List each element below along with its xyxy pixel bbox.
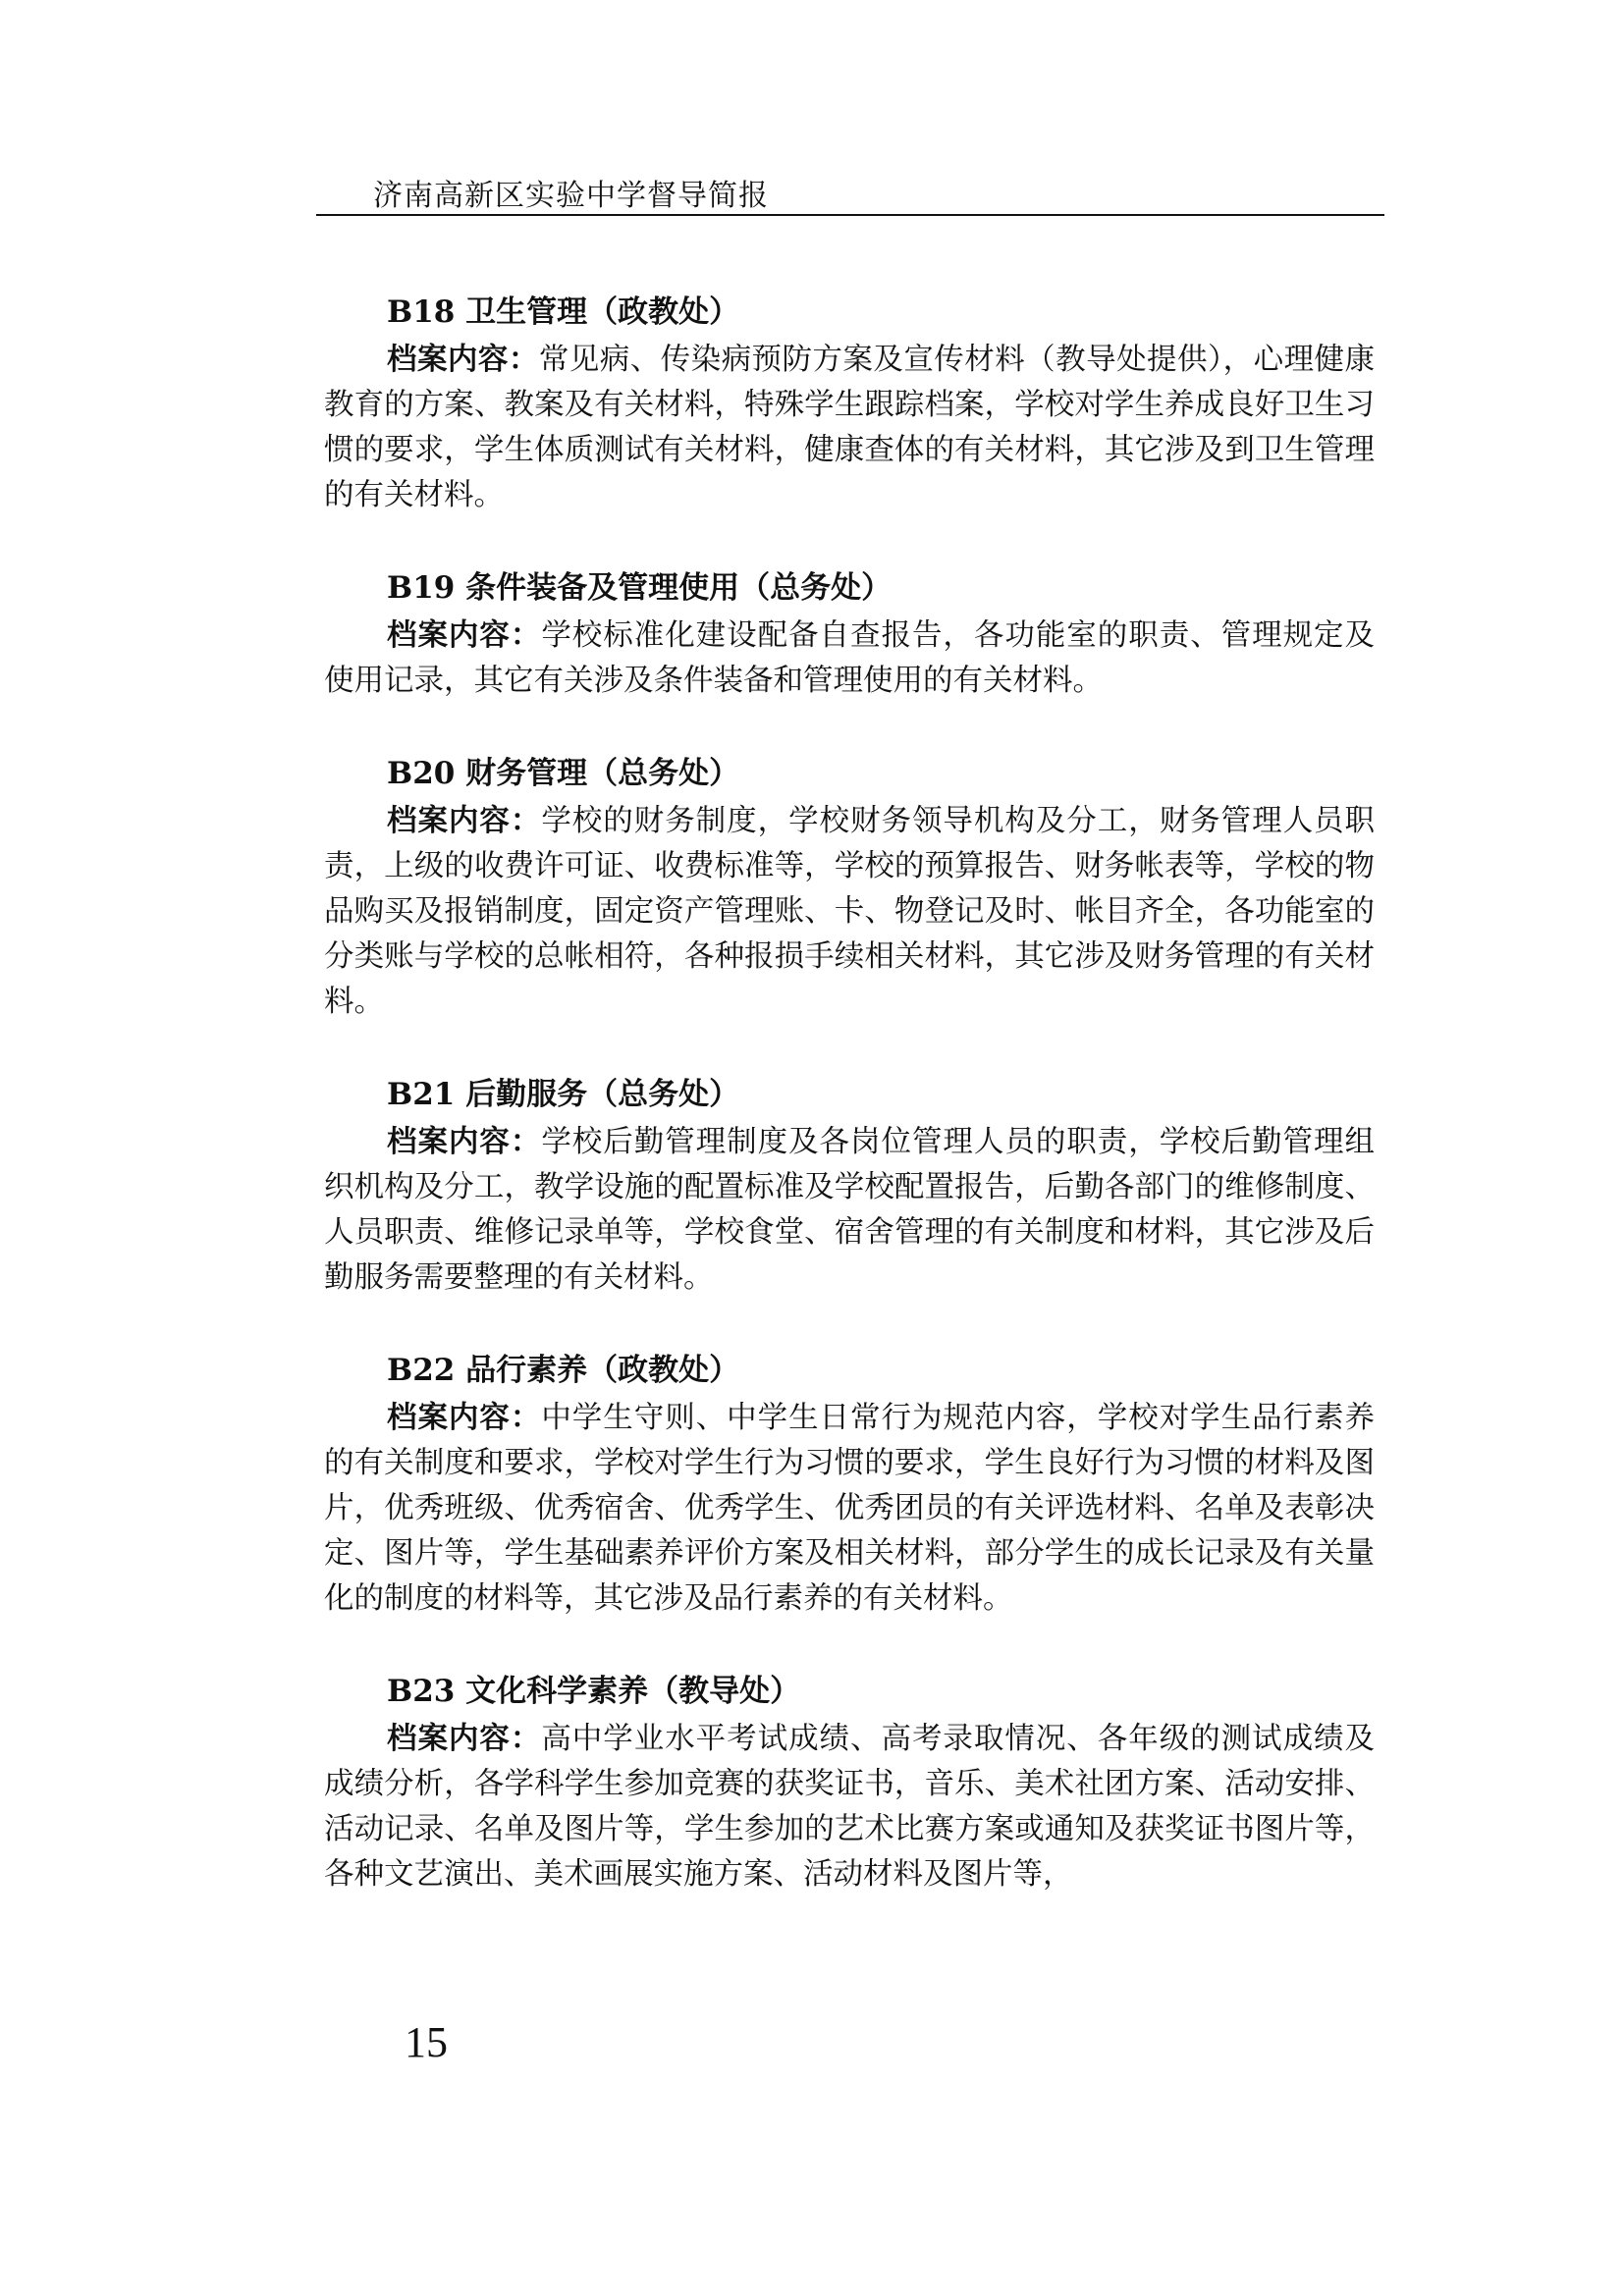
section-b20: [324, 751, 1375, 1025]
section-b23: [324, 1669, 1375, 1897]
header-rule: [316, 214, 1384, 216]
section-text: 学校标准化建设配备自查报告，各功能室的职责、管理规定及使用记录，其它有关涉及条件装备和管理使用的有关材料。: [324, 618, 1376, 698]
section-title: B20 财务管理（总务处）: [387, 756, 740, 791]
document-body: [324, 290, 1375, 1945]
section-label: 档案内容：: [387, 617, 542, 653]
section-body: [324, 1716, 1375, 1897]
section-label: 档案内容：: [387, 1400, 542, 1435]
section-body: [324, 1395, 1375, 1622]
section-label: 档案内容：: [387, 342, 539, 377]
section-b21: [324, 1072, 1375, 1301]
section-title: B23 文化科学素养（教导处）: [387, 1674, 801, 1709]
page-number: 15: [405, 2018, 448, 2066]
section-text: 学校的财务制度，学校财务领导机构及分工，财务管理人员职责，上级的收费许可证、收费标准等，学校的预算报告、财务帐表等，学校的物品购买及报销制度，固定资产管理账、卡、物登记及时、帐目齐全，各功能室的分类账与学校的总帐相符，各种报损手续相关材料，其它涉及财务管理的有关材料。: [324, 804, 1376, 1019]
section-body: [324, 613, 1375, 704]
section-body: [324, 337, 1375, 518]
section-title: B19 条件装备及管理使用（总务处）: [387, 570, 893, 606]
section-title: B18 卫生管理（政教处）: [387, 294, 740, 330]
section-label: 档案内容：: [387, 1721, 542, 1756]
section-body: [324, 1119, 1375, 1301]
section-title: B21 后勤服务（总务处）: [387, 1077, 740, 1112]
section-text: 高中学业水平考试成绩、高考录取情况、各年级的测试成绩及成绩分析，各学科学生参加竞赛的获奖证书，音乐、美术社团方案、活动安排、活动记录、名单及图片等，学生参加的艺术比赛方案或通知及获奖证书图片等，各种文艺演出、美术画展实施方案、活动材料及图片等，: [324, 1722, 1376, 1892]
section-text: 中学生守则、中学生日常行为规范内容，学校对学生品行素养的有关制度和要求，学校对学生行为习惯的要求，学生良好行为习惯的材料及图片，优秀班级、优秀宿舍、优秀学生、优秀团员的有关评选材料、名单及表彰决定、图片等，学生基础素养评价方案及相关材料，部分学生的成长记录及有关量化的制度的材料等，其它涉及品行素养的有关材料。: [324, 1401, 1376, 1616]
section-title: B22 品行素养（政教处）: [387, 1353, 740, 1388]
section-b19: [324, 565, 1375, 704]
section-label: 档案内容：: [387, 1124, 542, 1159]
section-body: [324, 798, 1375, 1025]
section-b18: [324, 290, 1375, 518]
running-header: 济南高新区实验中学督导简报: [373, 179, 769, 213]
section-text: 常见病、传染病预防方案及宣传材料（教导处提供），心理健康教育的方案、教案及有关材料，特殊学生跟踪档案，学校对学生养成良好卫生习惯的要求，学生体质测试有关材料，健康查体的有关材料，其它涉及到卫生管理的有关材料。: [324, 343, 1376, 512]
section-label: 档案内容：: [387, 803, 542, 838]
section-b22: [324, 1348, 1375, 1622]
section-text: 学校后勤管理制度及各岗位管理人员的职责，学校后勤管理组织机构及分工，教学设施的配置标准及学校配置报告，后勤各部门的维修制度、人员职责、维修记录单等，学校食堂、宿舍管理的有关制度和材料，其它涉及后勤服务需要整理的有关材料。: [324, 1125, 1376, 1295]
